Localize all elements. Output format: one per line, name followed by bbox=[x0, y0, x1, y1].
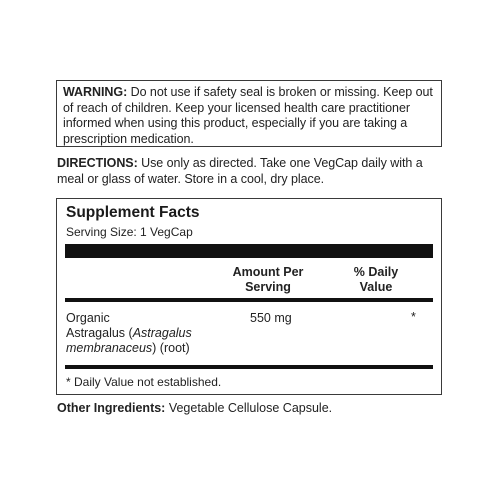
other-ingredients-text: Vegetable Cellulose Capsule. bbox=[165, 401, 333, 415]
other-ingredients bbox=[57, 401, 332, 415]
header-divider bbox=[65, 298, 433, 302]
other-ingredients-label: Other Ingredients: bbox=[57, 401, 166, 415]
ingredient-line2 bbox=[66, 326, 236, 341]
ingredient-latin-species: membranaceus bbox=[66, 341, 153, 355]
daily-value-header bbox=[345, 265, 407, 295]
directions-text-block bbox=[57, 156, 447, 187]
dv-header-line2: Value bbox=[359, 280, 393, 294]
warning-label: WARNING: bbox=[63, 85, 128, 99]
ingredient-amount: 550 mg bbox=[250, 311, 292, 325]
serving-size: Serving Size: 1 VegCap bbox=[66, 225, 193, 239]
ingredient-line2-prefix: Astragalus ( bbox=[66, 326, 133, 340]
directions-text: Use only as directed. Take one VegCap daily with a meal or glass of water. Store in a cool, dry place. bbox=[57, 156, 423, 186]
ingredient-name bbox=[66, 311, 236, 356]
supplement-facts-title: Supplement Facts bbox=[66, 204, 200, 221]
directions-label: DIRECTIONS: bbox=[57, 156, 138, 170]
ingredient-line1: Organic bbox=[66, 311, 110, 325]
amount-per-serving-header bbox=[217, 265, 319, 295]
ingredient-line3 bbox=[66, 341, 236, 356]
ingredient-daily-value: * bbox=[411, 310, 416, 324]
thick-divider bbox=[65, 244, 433, 258]
dv-header-line1: % Daily bbox=[353, 265, 399, 279]
warning-box bbox=[56, 80, 442, 147]
ingredient-latin-genus: Astragalus bbox=[132, 326, 192, 340]
warning-text: Do not use if safety seal is broken or missing. Keep out of reach of children. Keep your licensed health care practitioner informed when using this product, especially if you are taking a prescription medication. bbox=[63, 85, 433, 146]
daily-value-footnote: * Daily Value not established. bbox=[66, 375, 222, 389]
supplement-facts-panel bbox=[56, 198, 442, 395]
ingredient-line3-suffix: ) (root) bbox=[152, 341, 190, 355]
amount-header-line2: Serving bbox=[245, 280, 291, 294]
amount-header-line1: Amount Per bbox=[232, 265, 304, 279]
footer-divider bbox=[65, 365, 433, 369]
